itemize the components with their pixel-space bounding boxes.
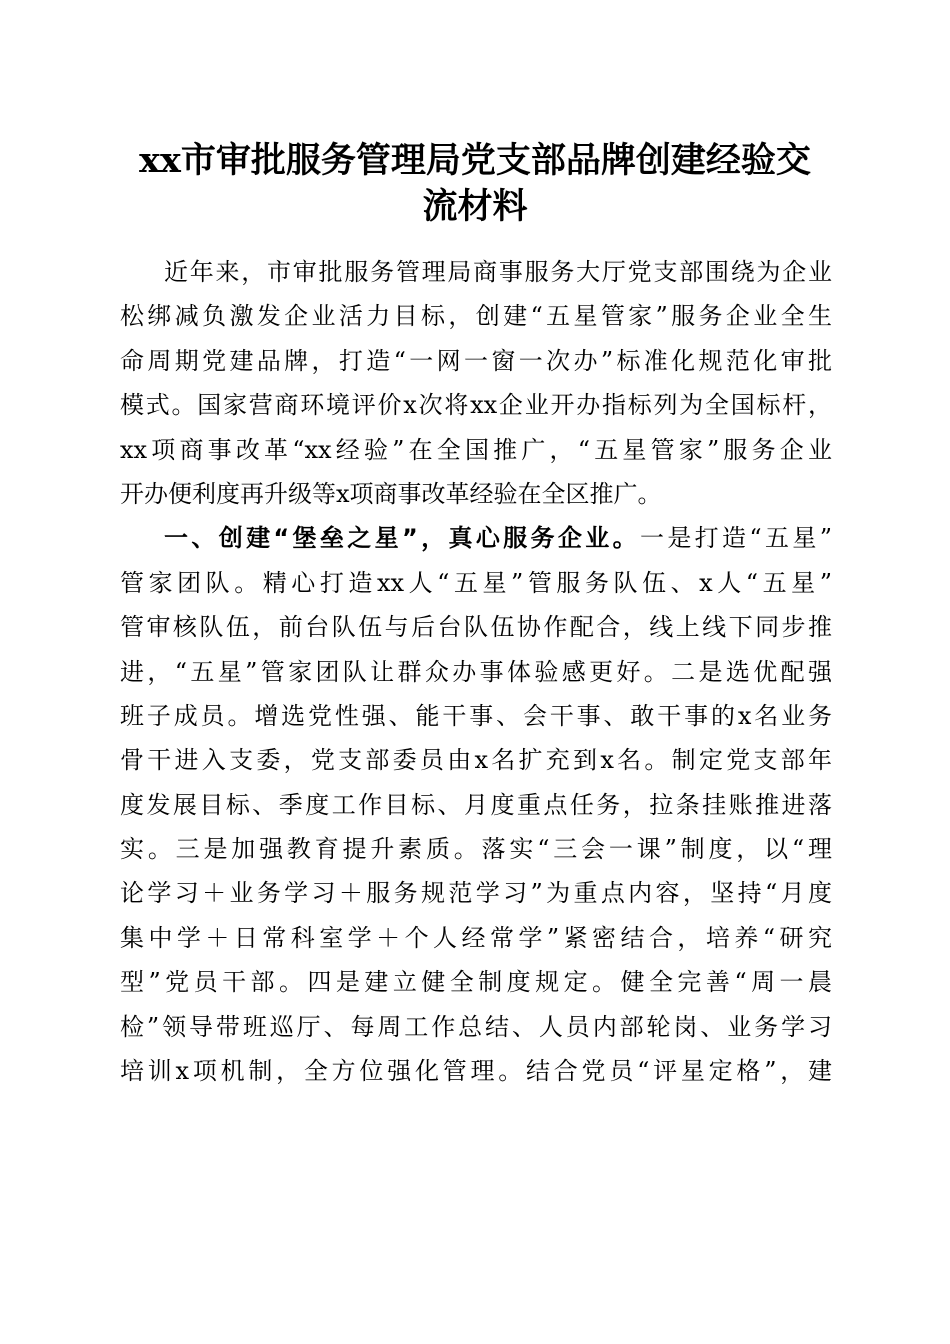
text-line: 模式。国家营商环境评价x次将xx企业开办指标列为全国标杆，	[120, 391, 832, 420]
section-heading: 一、创建“堡垒之星”，真心服务企业。	[164, 524, 640, 553]
text-line: 管家团队。精心打造xx人“五星”管服务队伍、x人“五星”	[120, 568, 832, 597]
text-line: 近年来，市审批服务管理局商事服务大厅党支部围绕为企业	[164, 258, 832, 286]
text-line: 论学习＋业务学习＋服务规范学习”为重点内容，坚持“月度	[120, 879, 832, 908]
text-line: 开办便利度再升级等x项商事改革经验在全区推广。	[120, 479, 662, 508]
text-line: 班子成员。增选党性强、能干事、会干事、敢干事的x名业务	[120, 701, 832, 730]
text-line: xx项商事改革“xx经验”在全国推广，“五星管家”服务企业	[120, 435, 832, 464]
text-line: 实。三是加强教育提升素质。落实“三会一课”制度，以“理	[120, 835, 832, 864]
text-line: 培训x项机制，全方位强化管理。结合党员“评星定格”，建	[120, 1057, 832, 1086]
text-line: 命周期党建品牌，打造“一网一窗一次办”标准化规范化审批	[120, 346, 832, 375]
text-line: 骨干进入支委，党支部委员由x名扩充到x名。制定党支部年	[120, 746, 832, 775]
text-line: 检”领导带班巡厅、每周工作总结、人员内部轮岗、业务学习	[120, 1012, 832, 1041]
paragraph-section-1	[120, 516, 832, 1093]
document-body	[120, 250, 832, 1093]
text-line: 型”党员干部。四是建立健全制度规定。健全完善“周一晨	[120, 968, 832, 997]
text-line: 度发展目标、季度工作目标、月度重点任务，拉条挂账推进落	[120, 790, 832, 819]
paragraph-intro	[120, 250, 832, 516]
document-title	[100, 138, 850, 230]
text-line: 进，“五星”管家团队让群众办事体验感更好。二是选优配强	[120, 657, 832, 686]
text-line: 松绑减负激发企业活力目标，创建“五星管家”服务企业全生	[120, 302, 832, 331]
title-line-2: 流材料	[422, 186, 528, 227]
text-segment: 一是打造“五星”	[639, 524, 833, 553]
text-line: 集中学＋日常科室学＋个人经常学”紧密结合，培养“研究	[120, 923, 832, 952]
title-line-1: xx市审批服务管理局党支部品牌创建经验交	[139, 140, 811, 181]
text-line	[120, 516, 832, 560]
text-line: 管审核队伍，前台队伍与后台队伍协作配合，线上线下同步推	[120, 613, 832, 642]
